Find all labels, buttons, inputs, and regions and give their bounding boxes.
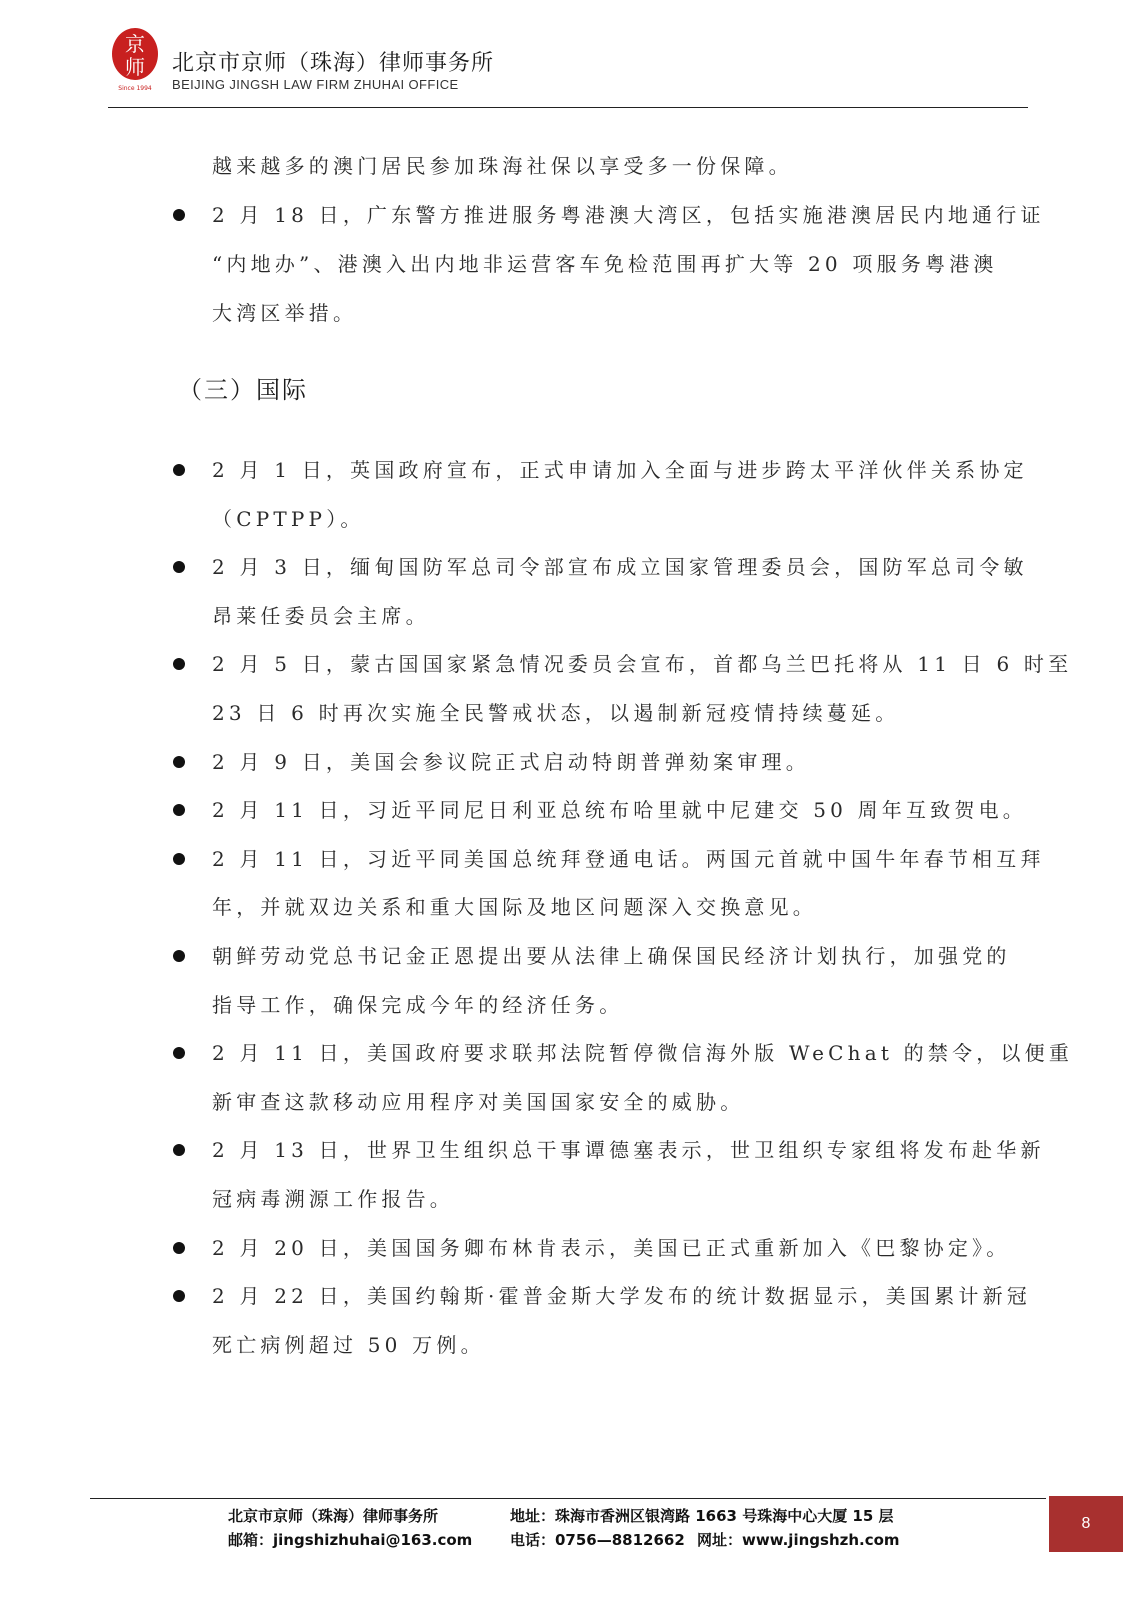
footer-website: 网址：www.jingshzh.com (697, 1531, 900, 1549)
bullet-icon (173, 950, 185, 962)
bullet-icon (173, 658, 185, 670)
bullet-icon (173, 804, 185, 816)
list-item-line: “内地办”、港澳入出内地非运营客车免检范围再扩大等 20 项服务粤港澳 (212, 252, 998, 276)
list-item-line: 2 月 5 日，蒙古国国家紧急情况委员会宣布，首都乌兰巴托将从 11 日 6 时至 (212, 652, 1073, 677)
bullet-icon (173, 853, 185, 865)
list-item-line: 冠病毒溯源工作报告。 (212, 1187, 454, 1211)
list-item-line: 年，并就双边关系和重大国际及地区问题深入交换意见。 (212, 895, 817, 920)
firm-name-cn: 北京市京师（珠海）律师事务所 (172, 51, 495, 76)
list-item-line: 2 月 9 日，美国会参议院正式启动特朗普弹劾案审理。 (212, 749, 810, 774)
list-item-line: 死亡病例超过 50 万例。 (212, 1332, 485, 1357)
list-item-line: 2 月 11 日，美国政府要求联邦法院暂停微信海外版 WeChat 的禁令，以便重 (212, 1041, 1074, 1066)
footer-address: 地址：珠海市香洲区银湾路 1663 号珠海中心大厦 15 层 (510, 1507, 894, 1525)
footer-firm: 北京市京师（珠海）律师事务所 (228, 1507, 439, 1525)
list-item-line: 指导工作，确保完成今年的经济任务。 (212, 992, 624, 1017)
firm-logo-icon (110, 24, 160, 94)
list-item-line: 新审查这款移动应用程序对美国国家安全的威胁。 (212, 1089, 745, 1114)
list-item-line: 2 月 18 日，广东警方推进服务粤港澳大湾区，包括实施港澳居民内地通行证 (212, 203, 1045, 227)
bullet-icon (173, 1047, 185, 1059)
bullet-icon (173, 464, 185, 476)
bullet-icon (173, 1144, 185, 1156)
list-item-line: 2 月 1 日，英国政府宣布，正式申请加入全面与进步跨太平洋伙伴关系协定 (212, 458, 1028, 482)
list-item-line: 2 月 11 日，习近平同美国总统拜登通电话。两国元首就中国牛年春节相互拜 (212, 846, 1045, 871)
bullet-icon (173, 209, 185, 221)
svg-text:Since 1994: Since 1994 (118, 85, 152, 92)
section-heading: （三）国际 (178, 376, 308, 404)
bullet-icon (173, 756, 185, 768)
list-item-line: （CPTPP）。 (212, 506, 365, 531)
footer-divider (90, 1498, 1046, 1499)
svg-text:师: 师 (125, 55, 145, 79)
list-item-line: 2 月 20 日，美国国务卿布林肯表示，美国已正式重新加入《巴黎协定》。 (212, 1235, 1011, 1260)
bullet-icon (173, 561, 185, 573)
header-divider (108, 107, 1028, 108)
bullet-icon (173, 1290, 185, 1302)
list-item-line: 2 月 11 日，习近平同尼日利亚总统布哈里就中尼建交 50 周年互致贺电。 (212, 798, 1028, 823)
continued-text: 越来越多的澳门居民参加珠海社保以享受多一份保障。 (212, 154, 793, 178)
footer-email: 邮箱：jingshizhuhai@163.com (228, 1531, 473, 1549)
firm-name-en: BEIJING JINGSH LAW FIRM ZHUHAI OFFICE (172, 77, 459, 92)
list-item-line: 朝鲜劳动党总书记金正恩提出要从法律上确保国民经济计划执行，加强党的 (212, 944, 1011, 968)
list-item-line: 2 月 13 日，世界卫生组织总干事谭德塞表示，世卫组织专家组将发布赴华新 (212, 1138, 1045, 1163)
list-item-line: 23 日 6 时再次实施全民警戒状态，以遏制新冠疫情持续蔓延。 (212, 701, 900, 725)
svg-text:京: 京 (125, 32, 145, 56)
list-item-line: 昂莱任委员会主席。 (212, 603, 430, 628)
list-item-line: 大湾区举措。 (212, 301, 358, 325)
bullet-icon (173, 1242, 185, 1254)
page-number: 8 (1049, 1496, 1123, 1552)
list-item-line: 2 月 3 日，缅甸国防军总司令部宣布成立国家管理委员会，国防军总司令敏 (212, 555, 1028, 580)
list-item-line: 2 月 22 日，美国约翰斯·霍普金斯大学发布的统计数据显示，美国累计新冠 (212, 1284, 1032, 1309)
footer-phone: 电话：0756—8812662 (510, 1531, 685, 1549)
